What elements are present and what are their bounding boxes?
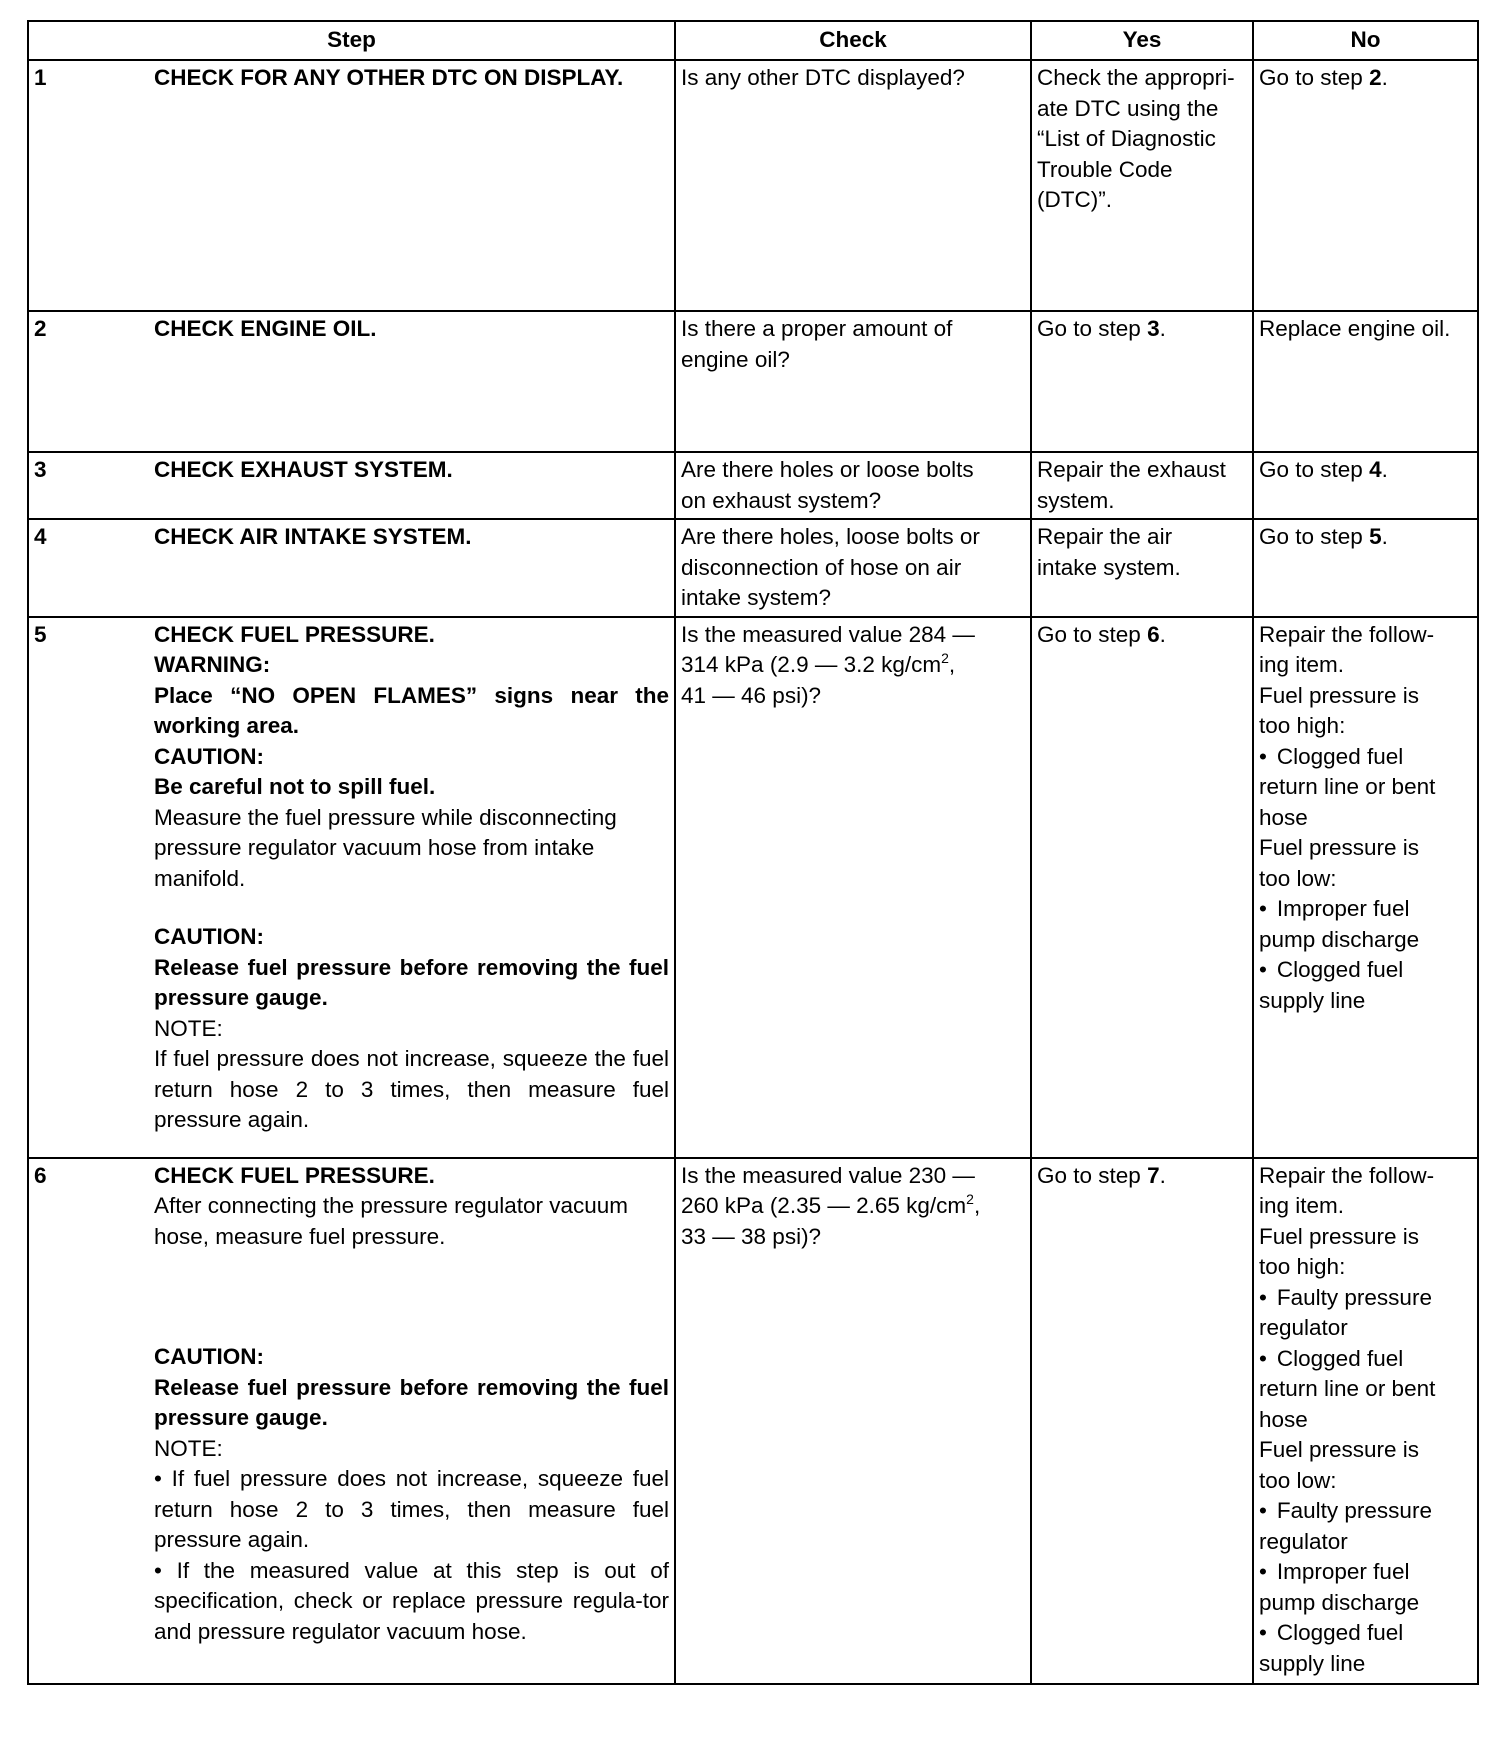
no-line: return line or bent (1259, 1376, 1436, 1401)
no-line: pump discharge (1259, 1589, 1420, 1615)
yes-line: Check the appropri- (1037, 65, 1235, 90)
table-row (28, 519, 1478, 617)
note-label: NOTE: (154, 1435, 223, 1461)
measure-text: Measure the fuel pressure while disconnecting pressure regulator vacuum hose from intake manifold. (154, 804, 617, 891)
no-line: Fuel pressure is (1259, 835, 1420, 860)
check-cell (675, 1158, 1031, 1684)
no-cell (1253, 60, 1478, 311)
yes-line: Repair the exhaust (1037, 457, 1226, 482)
no-cell (1253, 311, 1478, 452)
diagnostic-table (27, 20, 1479, 1685)
yes-cell (1031, 60, 1253, 311)
yes-cell (1031, 452, 1253, 519)
header-step: Step (28, 21, 675, 60)
no-text: Replace engine oil. (1259, 316, 1451, 341)
warning-text: Place “NO OPEN FLAMES” signs near the working area. (154, 682, 669, 738)
check-line: Is the measured value 284 — (681, 621, 975, 647)
check-line: 41 — 46 psi)? (681, 682, 822, 708)
no-line: supply line (1259, 987, 1366, 1013)
yes-line: Repair the air (1037, 524, 1173, 549)
check-line: Is the measured value 230 — (681, 1162, 975, 1188)
step-cell (28, 452, 675, 519)
no-step-ref: 4 (1369, 457, 1382, 482)
check-cell (675, 311, 1031, 452)
no-end: . (1381, 457, 1388, 482)
no-line: too low: (1259, 865, 1337, 891)
no-line: regulator (1259, 1315, 1348, 1340)
no-end: . (1381, 524, 1388, 549)
step-number: 6 (34, 1162, 47, 1188)
no-step-ref: 5 (1369, 524, 1382, 549)
step-title: CHECK FOR ANY OTHER DTC ON DISPLAY. (154, 65, 624, 90)
note-text: • If fuel pressure does not increase, squeeze fuel return hose 2 to 3 times, then measure fuel pressure again. (154, 1466, 669, 1552)
yes-cell (1031, 1158, 1253, 1684)
no-line: Fuel pressure is (1259, 1437, 1420, 1462)
yes-cell (1031, 519, 1253, 617)
note-label: NOTE: (154, 1015, 223, 1041)
check-line: 33 — 38 psi)? (681, 1223, 822, 1249)
no-bullet-line: • Clogged fuel (1259, 1344, 1472, 1375)
no-text: Go to step (1259, 524, 1370, 549)
caution-label: CAUTION: (154, 743, 264, 769)
check-cell (675, 60, 1031, 311)
check-cell (675, 617, 1031, 1158)
table-row (28, 617, 1478, 1158)
no-line: return line or bent (1259, 774, 1436, 799)
no-line: Repair the follow- (1259, 621, 1435, 647)
step-cell (28, 60, 675, 311)
no-bullet-line: • Clogged fuel (1259, 955, 1472, 986)
step-cell (28, 1158, 675, 1684)
no-step-ref: 2 (1369, 65, 1382, 90)
no-text: Go to step (1259, 65, 1370, 90)
no-cell (1253, 1158, 1478, 1684)
table-header-row (28, 21, 1478, 60)
yes-step-ref: 7 (1147, 1162, 1160, 1188)
header-no: No (1253, 21, 1478, 60)
check-cell (675, 519, 1031, 617)
yes-line: ate DTC using the (1037, 95, 1219, 121)
step-number: 2 (34, 316, 47, 341)
yes-line: “List of Diagnostic (1037, 126, 1216, 151)
no-line: too high: (1259, 713, 1346, 738)
no-bullet-line: • Faulty pressure (1259, 1283, 1472, 1314)
no-line: Fuel pressure is (1259, 682, 1420, 708)
note-text: • If the measured value at this step is out of specification, check or replace pressure regula-tor and pressure regulator vacuum hose. (154, 1557, 669, 1644)
no-line: hose (1259, 804, 1308, 830)
caution-label: CAUTION: (154, 924, 264, 949)
yes-end: . (1159, 1162, 1166, 1188)
yes-cell (1031, 617, 1253, 1158)
no-line: Fuel pressure is (1259, 1223, 1420, 1249)
caution-text: Release fuel pressure before removing the fuel pressure gauge. (154, 1374, 669, 1430)
table-row (28, 1158, 1478, 1684)
step-number: 5 (34, 621, 47, 647)
superscript: 2 (966, 1191, 974, 1207)
step-cell (28, 519, 675, 617)
yes-line: system. (1037, 487, 1115, 513)
yes-line: intake system. (1037, 554, 1181, 580)
check-line: disconnection of hose on air (681, 554, 962, 580)
no-bullet-line: • Clogged fuel (1259, 742, 1472, 773)
no-line: Repair the follow- (1259, 1162, 1435, 1188)
check-line: engine oil? (681, 346, 790, 372)
table-row (28, 60, 1478, 311)
no-line: pump discharge (1259, 926, 1420, 952)
check-line: Are there holes or loose bolts (681, 457, 974, 482)
check-line: 314 kPa (2.9 — 3.2 $kg/cm^2$, (681, 650, 956, 677)
note-text: If fuel pressure does not increase, squeeze the fuel return hose 2 to 3 times, then measure fuel pressure again. (154, 1046, 669, 1132)
check-text: Is any other DTC displayed? (681, 65, 965, 90)
no-bullet-line: • Improper fuel (1259, 894, 1472, 925)
intro-text: After connecting the pressure regulator vacuum hose, measure fuel pressure. (154, 1193, 629, 1249)
header-yes: Yes (1031, 21, 1253, 60)
warning-label: WARNING: (154, 652, 271, 677)
no-bullet-line: • Faulty pressure (1259, 1496, 1472, 1527)
step-title: CHECK FUEL PRESSURE. (154, 621, 435, 647)
no-cell (1253, 519, 1478, 617)
no-line: supply line (1259, 1650, 1366, 1676)
step-number: 3 (34, 457, 47, 482)
step-number: 1 (34, 65, 47, 90)
superscript: 2 (941, 650, 949, 666)
step-title: CHECK EXHAUST SYSTEM. (154, 457, 453, 482)
step-title: CHECK AIR INTAKE SYSTEM. (154, 524, 472, 549)
caution-text: Be careful not to spill fuel. (154, 774, 436, 799)
check-line: Is there a proper amount of (681, 316, 953, 341)
step-cell (28, 311, 675, 452)
table-row (28, 452, 1478, 519)
no-line: too high: (1259, 1254, 1346, 1279)
yes-cell (1031, 311, 1253, 452)
yes-line: (DTC)”. (1037, 187, 1112, 212)
yes-step-ref: 3 (1147, 316, 1160, 341)
step-cell (28, 617, 675, 1158)
no-cell (1253, 617, 1478, 1158)
no-text: Go to step (1259, 457, 1370, 482)
yes-text: Go to step (1037, 1162, 1148, 1188)
no-line: regulator (1259, 1528, 1348, 1554)
yes-text: Go to step (1037, 621, 1148, 647)
yes-text: Go to step (1037, 316, 1148, 341)
check-line: intake system? (681, 585, 832, 610)
step-title: CHECK FUEL PRESSURE. (154, 1162, 435, 1188)
table-row (28, 311, 1478, 452)
check-line: Are there holes, loose bolts or (681, 524, 980, 549)
step-title: CHECK ENGINE OIL. (154, 316, 377, 341)
no-cell (1253, 452, 1478, 519)
header-check: Check (675, 21, 1031, 60)
no-line: ing item. (1259, 652, 1345, 677)
no-line: ing item. (1259, 1193, 1345, 1218)
check-line: on exhaust system? (681, 487, 882, 513)
no-line: hose (1259, 1406, 1308, 1432)
yes-step-ref: 6 (1147, 621, 1160, 647)
yes-line: Trouble Code (1037, 156, 1173, 182)
yes-end: . (1159, 316, 1166, 341)
no-line: too low: (1259, 1467, 1337, 1493)
yes-end: . (1159, 621, 1166, 647)
caution-text: Release fuel pressure before removing the fuel pressure gauge. (154, 954, 669, 1010)
step-number: 4 (34, 524, 47, 549)
caution-label: CAUTION: (154, 1344, 264, 1369)
check-line: 260 kPa (2.35 — 2.65 $kg/cm^2$, (681, 1191, 981, 1218)
check-cell (675, 452, 1031, 519)
no-bullet-line: • Improper fuel (1259, 1557, 1472, 1588)
no-bullet-line: • Clogged fuel (1259, 1618, 1472, 1649)
no-end: . (1381, 65, 1388, 90)
